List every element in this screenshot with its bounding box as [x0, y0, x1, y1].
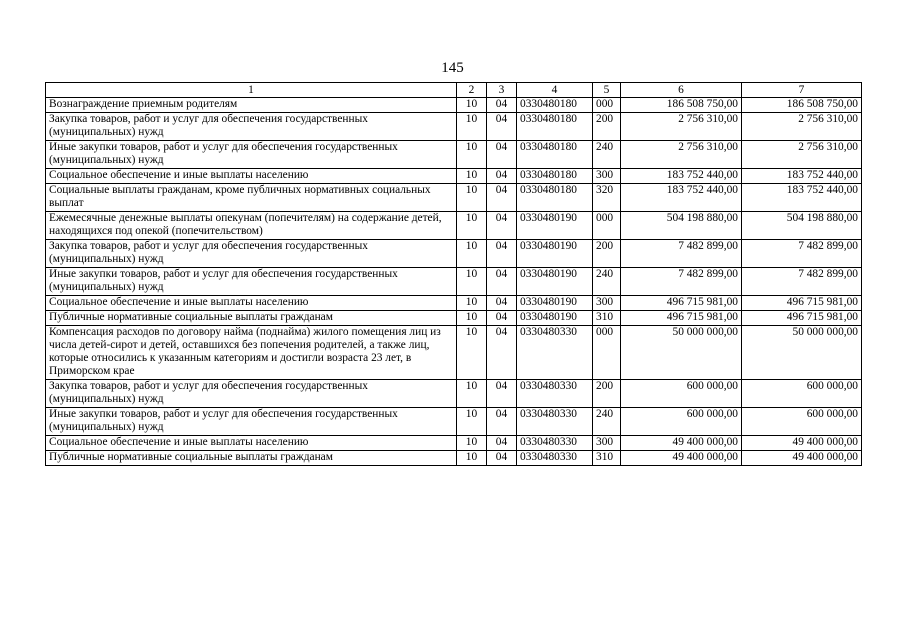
column-header: 2	[457, 83, 487, 98]
section-code-cell: 10	[457, 169, 487, 184]
target-article-cell: 0330480190	[517, 296, 593, 311]
row-name-cell: Закупка товаров, работ и услуг для обеспечения государственных (муниципальных) нужд	[46, 380, 457, 408]
expense-type-cell: 200	[593, 380, 621, 408]
amount-cell: 496 715 981,00	[621, 311, 742, 326]
table-row	[46, 240, 862, 268]
section-code-cell: 10	[457, 451, 487, 466]
row-name-cell: Социальное обеспечение и иные выплаты населению	[46, 296, 457, 311]
target-article-cell: 0330480180	[517, 169, 593, 184]
table-row	[46, 113, 862, 141]
expense-type-cell: 240	[593, 408, 621, 436]
target-article-cell: 0330480330	[517, 451, 593, 466]
column-header: 6	[621, 83, 742, 98]
amount-cell: 496 715 981,00	[621, 296, 742, 311]
amount-cell: 2 756 310,00	[742, 113, 862, 141]
section-code-cell: 10	[457, 212, 487, 240]
expense-type-cell: 320	[593, 184, 621, 212]
table-row	[46, 451, 862, 466]
subsection-code-cell: 04	[487, 311, 517, 326]
subsection-code-cell: 04	[487, 169, 517, 184]
amount-cell: 49 400 000,00	[742, 451, 862, 466]
table-row	[46, 141, 862, 169]
row-name-cell: Социальное обеспечение и иные выплаты населению	[46, 436, 457, 451]
amount-cell: 7 482 899,00	[742, 240, 862, 268]
table-row	[46, 436, 862, 451]
column-header: 7	[742, 83, 862, 98]
amount-cell: 504 198 880,00	[621, 212, 742, 240]
amount-cell: 2 756 310,00	[621, 141, 742, 169]
amount-cell: 7 482 899,00	[621, 240, 742, 268]
subsection-code-cell: 04	[487, 451, 517, 466]
amount-cell: 49 400 000,00	[742, 436, 862, 451]
expense-type-cell: 200	[593, 113, 621, 141]
subsection-code-cell: 04	[487, 98, 517, 113]
row-name-cell: Социальные выплаты гражданам, кроме публичных нормативных социальных выплат	[46, 184, 457, 212]
column-header: 1	[46, 83, 457, 98]
subsection-code-cell: 04	[487, 296, 517, 311]
amount-cell: 186 508 750,00	[742, 98, 862, 113]
expense-type-cell: 000	[593, 98, 621, 113]
section-code-cell: 10	[457, 113, 487, 141]
section-code-cell: 10	[457, 296, 487, 311]
target-article-cell: 0330480190	[517, 268, 593, 296]
section-code-cell: 10	[457, 408, 487, 436]
amount-cell: 7 482 899,00	[742, 268, 862, 296]
subsection-code-cell: 04	[487, 184, 517, 212]
table-row	[46, 326, 862, 380]
row-name-cell: Закупка товаров, работ и услуг для обеспечения государственных (муниципальных) нужд	[46, 240, 457, 268]
table-row	[46, 98, 862, 113]
expense-type-cell: 300	[593, 436, 621, 451]
amount-cell: 49 400 000,00	[621, 451, 742, 466]
target-article-cell: 0330480180	[517, 98, 593, 113]
column-header: 3	[487, 83, 517, 98]
row-name-cell: Публичные нормативные социальные выплаты гражданам	[46, 311, 457, 326]
target-article-cell: 0330480190	[517, 212, 593, 240]
expense-type-cell: 300	[593, 296, 621, 311]
amount-cell: 600 000,00	[621, 380, 742, 408]
amount-cell: 496 715 981,00	[742, 296, 862, 311]
table-row	[46, 169, 862, 184]
amount-cell: 183 752 440,00	[621, 169, 742, 184]
section-code-cell: 10	[457, 98, 487, 113]
column-header: 5	[593, 83, 621, 98]
amount-cell: 183 752 440,00	[742, 184, 862, 212]
expense-type-cell: 240	[593, 268, 621, 296]
amount-cell: 7 482 899,00	[621, 268, 742, 296]
table-row	[46, 311, 862, 326]
amount-cell: 2 756 310,00	[621, 113, 742, 141]
section-code-cell: 10	[457, 240, 487, 268]
target-article-cell: 0330480330	[517, 380, 593, 408]
amount-cell: 600 000,00	[742, 408, 862, 436]
row-name-cell: Иные закупки товаров, работ и услуг для обеспечения государственных (муниципальных) нужд	[46, 408, 457, 436]
section-code-cell: 10	[457, 380, 487, 408]
section-code-cell: 10	[457, 436, 487, 451]
amount-cell: 186 508 750,00	[621, 98, 742, 113]
amount-cell: 504 198 880,00	[742, 212, 862, 240]
table-row	[46, 380, 862, 408]
row-name-cell: Закупка товаров, работ и услуг для обеспечения государственных (муниципальных) нужд	[46, 113, 457, 141]
row-name-cell: Компенсация расходов по договору найма (поднайма) жилого помещения лиц из числа детей-сирот и детей, оставшихся без попечения родителей, а также лиц, которые относились к указанным категориям и достигли возраста 23 лет, в Приморском крае	[46, 326, 457, 380]
section-code-cell: 10	[457, 326, 487, 380]
target-article-cell: 0330480190	[517, 311, 593, 326]
expense-type-cell: 000	[593, 326, 621, 380]
row-name-cell: Вознаграждение приемным родителям	[46, 98, 457, 113]
subsection-code-cell: 04	[487, 240, 517, 268]
expense-type-cell: 200	[593, 240, 621, 268]
expense-type-cell: 000	[593, 212, 621, 240]
amount-cell: 496 715 981,00	[742, 311, 862, 326]
table-row	[46, 184, 862, 212]
target-article-cell: 0330480330	[517, 408, 593, 436]
row-name-cell: Ежемесячные денежные выплаты опекунам (попечителям) на содержание детей, находящихся под опекой (попечительством)	[46, 212, 457, 240]
subsection-code-cell: 04	[487, 380, 517, 408]
subsection-code-cell: 04	[487, 408, 517, 436]
table-row	[46, 408, 862, 436]
target-article-cell: 0330480190	[517, 240, 593, 268]
target-article-cell: 0330480180	[517, 184, 593, 212]
row-name-cell: Публичные нормативные социальные выплаты гражданам	[46, 451, 457, 466]
row-name-cell: Социальное обеспечение и иные выплаты населению	[46, 169, 457, 184]
table-row	[46, 212, 862, 240]
amount-cell: 49 400 000,00	[621, 436, 742, 451]
page-number: 145	[441, 60, 464, 76]
section-code-cell: 10	[457, 141, 487, 169]
amount-cell: 183 752 440,00	[742, 169, 862, 184]
amount-cell: 50 000 000,00	[742, 326, 862, 380]
target-article-cell: 0330480330	[517, 326, 593, 380]
target-article-cell: 0330480330	[517, 436, 593, 451]
amount-cell: 600 000,00	[621, 408, 742, 436]
expense-type-cell: 300	[593, 169, 621, 184]
subsection-code-cell: 04	[487, 212, 517, 240]
subsection-code-cell: 04	[487, 141, 517, 169]
amount-cell: 2 756 310,00	[742, 141, 862, 169]
subsection-code-cell: 04	[487, 113, 517, 141]
expense-type-cell: 310	[593, 311, 621, 326]
section-code-cell: 10	[457, 311, 487, 326]
subsection-code-cell: 04	[487, 436, 517, 451]
table-row	[46, 268, 862, 296]
target-article-cell: 0330480180	[517, 141, 593, 169]
amount-cell: 50 000 000,00	[621, 326, 742, 380]
table-row	[46, 296, 862, 311]
expense-type-cell: 240	[593, 141, 621, 169]
subsection-code-cell: 04	[487, 326, 517, 380]
subsection-code-cell: 04	[487, 268, 517, 296]
row-name-cell: Иные закупки товаров, работ и услуг для обеспечения государственных (муниципальных) нужд	[46, 268, 457, 296]
budget-table	[45, 82, 862, 466]
row-name-cell: Иные закупки товаров, работ и услуг для обеспечения государственных (муниципальных) нужд	[46, 141, 457, 169]
column-header: 4	[517, 83, 593, 98]
table-header-row	[46, 83, 862, 98]
amount-cell: 183 752 440,00	[621, 184, 742, 212]
section-code-cell: 10	[457, 184, 487, 212]
expense-type-cell: 310	[593, 451, 621, 466]
target-article-cell: 0330480180	[517, 113, 593, 141]
amount-cell: 600 000,00	[742, 380, 862, 408]
section-code-cell: 10	[457, 268, 487, 296]
